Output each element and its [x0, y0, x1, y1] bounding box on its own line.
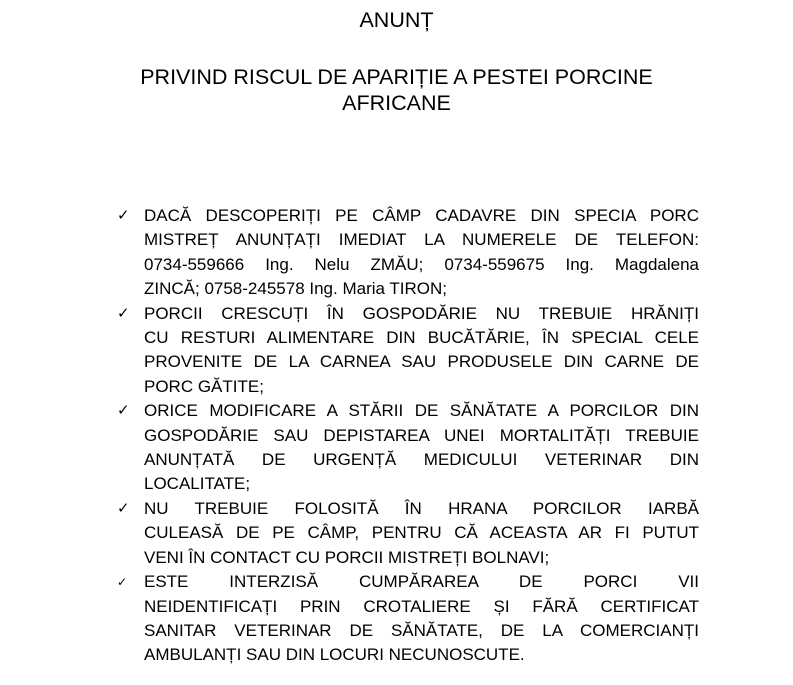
- announcement-subtitle-line-2: AFRICANE: [342, 91, 451, 115]
- list-item: [114, 302, 699, 400]
- list-item-line: ORICE MODIFICARE A STĂRII DE SĂNĂTATE A PORCILOR DIN: [144, 401, 699, 421]
- announcement-subtitle-line-1: PRIVIND RISCUL DE APARIȚIE A PESTEI PORCINE: [140, 65, 653, 89]
- list-item-text: [144, 497, 699, 570]
- list-item-line: CULEASĂ DE PE CÂMP, PENTRU CĂ ACEASTA AR FI PUTUT: [144, 523, 699, 543]
- list-item: [114, 570, 699, 668]
- list-item: [114, 204, 699, 302]
- list-item-line: GOSPODĂRIE SAU DEPISTAREA UNEI MORTALITĂȚI TREBUIE: [144, 425, 699, 445]
- list-item-text: [144, 570, 699, 668]
- list-item-text: [144, 302, 699, 400]
- announcement-title: ANUNȚ: [359, 8, 434, 32]
- list-item: [114, 399, 699, 497]
- check-mark-icon: ✓: [117, 402, 130, 420]
- list-item-line: VENI ÎN CONTACT CU PORCII MISTREȚI BOLNAVI;: [144, 547, 550, 567]
- list-item-line: PORCII CRESCUȚI ÎN GOSPODĂRIE NU TREBUIE HRĂNIȚI: [144, 303, 699, 323]
- check-mark-icon: ✓: [117, 499, 130, 517]
- list-item-line: MISTREȚ ANUNȚAȚI IMEDIAT LA NUMERELE DE TELEFON:: [144, 230, 699, 250]
- list-item-line: ZINCĂ; 0758-245578 Ing. Maria TIRON;: [144, 279, 447, 299]
- check-mark-icon: ✓: [117, 304, 130, 322]
- list-item-line: NEIDENTIFICAȚI PRIN CROTALIERE ȘI FĂRĂ CERTIFICAT: [144, 596, 699, 616]
- list-item-line: PROVENITE DE LA CARNEA SAU PRODUSELE DIN CARNE DE: [144, 352, 699, 372]
- list-item-line: ESTE INTERZISĂ CUMPĂRAREA DE PORCI VII: [144, 572, 699, 592]
- list-item-line: PORC GĂTITE;: [144, 376, 264, 396]
- list-item-text: [144, 399, 699, 497]
- instructions-list: [114, 204, 699, 668]
- list-item-line: ANUNȚATĂ DE URGENȚĂ MEDICULUI VETERINAR DIN: [144, 450, 699, 470]
- list-item-line: NU TREBUIE FOLOSITĂ ÎN HRANA PORCILOR IARBĂ: [144, 498, 699, 518]
- list-item-line: CU RESTURI ALIMENTARE DIN BUCĂTĂRIE, ÎN SPECIAL CELE: [144, 328, 699, 348]
- check-mark-icon: ✓: [117, 575, 128, 590]
- list-item: [114, 497, 699, 570]
- list-item-line: 0734-559666 Ing. Nelu ZMĂU; 0734-559675 Ing. Magdalena: [144, 254, 699, 274]
- list-item-line: AMBULANȚI SAU DIN LOCURI NECUNOSCUTE.: [144, 645, 525, 665]
- list-item-text: [144, 204, 699, 302]
- list-item-line: DACĂ DESCOPERIȚI PE CÂMP CADAVRE DIN SPECIA PORC: [144, 206, 699, 225]
- list-item-line: LOCALITATE;: [144, 474, 251, 494]
- check-mark-icon: ✓: [117, 207, 130, 224]
- list-item-line: SANITAR VETERINAR DE SĂNĂTATE, DE LA COMERCIANȚI: [144, 620, 699, 640]
